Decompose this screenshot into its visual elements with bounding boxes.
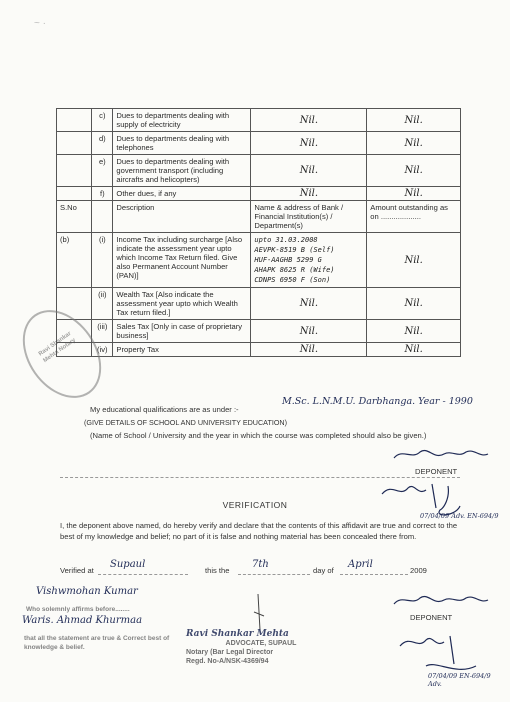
- amount-cell: Nil.: [367, 109, 461, 132]
- education-handwritten: M.Sc. L.N.M.U. Darbhanga. Year - 1990: [282, 396, 473, 407]
- sub-cell: e): [92, 155, 113, 187]
- amount-cell: Nil.: [367, 233, 461, 288]
- table-row: [57, 320, 461, 343]
- education-line: My educational qualifications are as under :-: [90, 405, 239, 414]
- stamp-line-4: Regd. No-A/NSK-4369/94: [186, 658, 269, 665]
- verification-title: VERIFICATION: [222, 500, 288, 510]
- header-description: Description: [113, 201, 251, 233]
- affirm-line: Who solemnly affirms before........: [26, 606, 130, 613]
- statement-line: that all the statement are true & Correct best of knowledge & belief.: [24, 635, 170, 651]
- table-row: [57, 109, 461, 132]
- sno-cell: [57, 155, 92, 187]
- verified-month: April: [348, 559, 373, 570]
- seal-text: Ravi Shankar Mehta Notary: [37, 330, 77, 365]
- description-cell: Income Tax including surcharge [Also indicate the assessment year upto which Income Tax Return filed. Give also Permanent Account Number (PAN)]: [113, 233, 251, 288]
- sno-cell: [57, 109, 92, 132]
- bank-cell: Nil.: [251, 155, 367, 187]
- day-of-label: day of: [313, 566, 334, 575]
- sub-cell: d): [92, 132, 113, 155]
- description-cell: Wealth Tax [Also indicate the assessment year upto which Wealth Tax return filed.]: [113, 288, 251, 320]
- header-amount: Amount outstanding as on ...................: [367, 201, 461, 233]
- sub-cell: c): [92, 109, 113, 132]
- bank-cell: Nil.: [251, 343, 367, 357]
- deponent-signature-1: [392, 446, 492, 467]
- this-the-label: this the: [205, 566, 230, 575]
- bank-cell: Nil.: [251, 132, 367, 155]
- bank-line: AEVPK-8519 B (Self): [254, 246, 335, 254]
- bank-line: AHAPK 8625 R (Wife): [254, 266, 335, 274]
- amount-cell: Nil.: [367, 343, 461, 357]
- bank-line: CDNPS 6950 F (Son): [254, 276, 331, 284]
- underline-month: [340, 574, 408, 575]
- table-row: [57, 132, 461, 155]
- sub-cell: (iv): [92, 343, 113, 357]
- stamp-line-3: Notary (Bar Legal Director: [186, 649, 274, 656]
- description-cell: Property Tax: [113, 343, 251, 357]
- bank-cell: Nil.: [251, 320, 367, 343]
- sub-cell: (i): [92, 233, 113, 288]
- table-row: [57, 233, 461, 288]
- header-sub: [92, 201, 113, 233]
- verified-year: 2009: [410, 566, 427, 575]
- description-cell: Sales Tax [Only in case of proprietary business]: [113, 320, 251, 343]
- amount-cell: Nil.: [367, 132, 461, 155]
- description-cell: Other dues, if any: [113, 187, 251, 201]
- bank-cell: Nil.: [251, 109, 367, 132]
- sno-cell: (b): [57, 233, 92, 288]
- bank-cell: Nil.: [251, 288, 367, 320]
- bank-cell: [251, 233, 367, 288]
- sub-cell: (iii): [92, 320, 113, 343]
- amount-cell: Nil.: [367, 320, 461, 343]
- table-row: [57, 288, 461, 320]
- corner-marks: ~ ·: [34, 18, 46, 29]
- annotation-1: 07/04/09 Adv. EN-694/9: [420, 512, 499, 520]
- sno-cell: [57, 132, 92, 155]
- header-bank: Name & address of Bank / Financial Institution(s) / Department(s): [251, 201, 367, 233]
- table-row: [57, 187, 461, 201]
- verification-body: I, the deponent above named, do hereby verify and declare that the contents of this affidavit are true and correct to the best of my knowledge and belief; no part of it is false and nothing material has been concealed there from.: [60, 521, 458, 541]
- table-row: [57, 155, 461, 187]
- deponent-label-1: DEPONENT: [415, 467, 458, 476]
- annotation-2: 07/04/09 EN-694/9 Adv.: [428, 672, 491, 688]
- sub-cell: (ii): [92, 288, 113, 320]
- identifier-name: Vishwmohan Kumar: [36, 586, 138, 597]
- verified-at-label: Verified at: [60, 566, 94, 575]
- verified-place: Supaul: [110, 559, 146, 570]
- underline-day: [238, 574, 310, 575]
- sub-cell: f): [92, 187, 113, 201]
- table-row: [57, 343, 461, 357]
- bank-cell: Nil.: [251, 187, 367, 201]
- amount-cell: Nil.: [367, 155, 461, 187]
- education-note: (Name of School / University and the year in which the course was completed should also be given.): [90, 431, 427, 440]
- deponent-label-2: DEPONENT: [410, 613, 453, 622]
- verified-day: 7th: [252, 559, 269, 570]
- education-instruction: (GIVE DETAILS OF SCHOOL AND UNIVERSITY EDUCATION): [84, 418, 288, 427]
- bank-line: HUF-AAGHB 5299 G: [254, 256, 322, 264]
- amount-cell: Nil.: [367, 187, 461, 201]
- sno-cell: [57, 187, 92, 201]
- advocate-stamp: [186, 630, 336, 686]
- description-cell: Dues to departments dealing with supply of electricity: [113, 109, 251, 132]
- stamp-line-1: Ravi Shankar Mehta: [186, 629, 289, 639]
- witness-name: Waris. Ahmad Khurmaa: [22, 615, 143, 626]
- header-sno: S.No: [57, 201, 92, 233]
- description-cell: Dues to departments dealing with telephones: [113, 132, 251, 155]
- liabilities-table: [56, 108, 461, 357]
- stamp-line-2: ADVOCATE, SUPAUL: [225, 640, 297, 647]
- table-header-row: [57, 201, 461, 233]
- description-cell: Dues to departments dealing with government transport (including aircrafts and helicopters): [113, 155, 251, 187]
- bank-line: upto 31.03.2008: [254, 236, 318, 244]
- underline-place: [98, 574, 188, 575]
- amount-cell: Nil.: [367, 288, 461, 320]
